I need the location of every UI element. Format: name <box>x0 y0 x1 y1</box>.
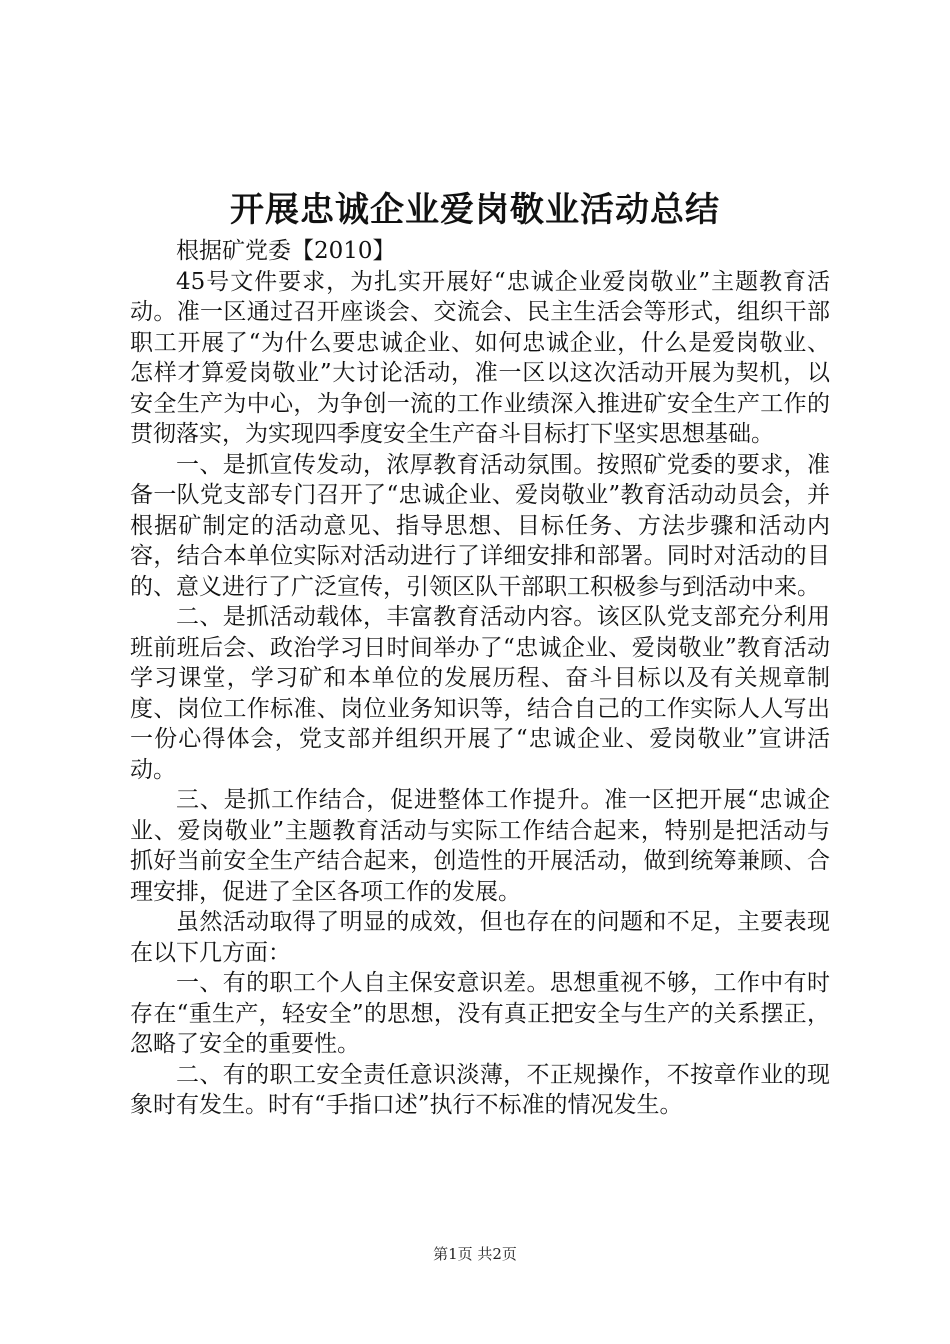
paragraph-problem-1: 一、有的职工个人自主保安意识差。思想重视不够，工作中有时存在“重生产，轻安全”的思想，没有真正把安全与生产的关系摆正，忽略了安全的重要性。 <box>130 970 830 1057</box>
document-body <box>130 236 830 1121</box>
page-footer <box>0 1244 950 1264</box>
paragraph-point-2: 二、是抓活动载体，丰富教育活动内容。该区队党支部充分利用班前班后会、政治学习日时间举办了“忠诚企业、爱岗敬业”教育活动学习课堂，学习矿和本单位的发展历程、奋斗目标以及有关规章制度、岗位工作标准、岗位业务知识等，结合自己的工作实际人人写出一份心得体会，党支部并组织开展了“忠诚企业、爱岗敬业”宣讲活动。 <box>130 604 830 783</box>
page-indicator: 第1页 共2页 <box>433 1245 517 1263</box>
document-title: 开展忠诚企业爱岗敬业活动总结 <box>230 190 720 230</box>
paragraph-problems-intro: 虽然活动取得了明显的成效，但也存在的问题和不足，主要表现在以下几方面： <box>130 909 830 966</box>
paragraph-problem-2: 二、有的职工安全责任意识淡薄，不正规操作，不按章作业的现象时有发生。时有“手指口述”执行不标准的情况发生。 <box>130 1061 830 1118</box>
paragraph-point-1: 一、是抓宣传发动，浓厚教育活动氛围。按照矿党委的要求，准备一队党支部专门召开了“忠诚企业、爱岗敬业”教育活动动员会，并根据矿制定的活动意见、指导思想、目标任务、方法步骤和活动内容，结合本单位实际对活动进行了详细安排和部署。同时对活动的目的、意义进行了广泛宣传，引领区队干部职工积极参与到活动中来。 <box>130 451 830 600</box>
paragraph-point-3: 三、是抓工作结合，促进整体工作提升。准一区把开展“忠诚企业、爱岗敬业”主题教育活动与实际工作结合起来，特别是把活动与抓好当前安全生产结合起来，创造性的开展活动，做到统筹兼顾、合理安排，促进了全区各项工作的发展。 <box>130 787 830 905</box>
paragraph-reference: 根据矿党委【2010】 <box>176 238 396 264</box>
paragraph-intro: 45号文件要求，为扎实开展好“忠诚企业爱岗敬业”主题教育活动。准一区通过召开座谈会、交流会、民主生活会等形式，组织干部职工开展了“为什么要忠诚企业、如何忠诚企业，什么是爱岗敬业、怎样才算爱岗敬业”大讨论活动，准一区以这次活动开展为契机，以安全生产为中心，为争创一流的工作业绩深入推进矿安全生产工作的贯彻落实，为实现四季度安全生产奋斗目标打下坚实思想基础。 <box>130 268 830 447</box>
